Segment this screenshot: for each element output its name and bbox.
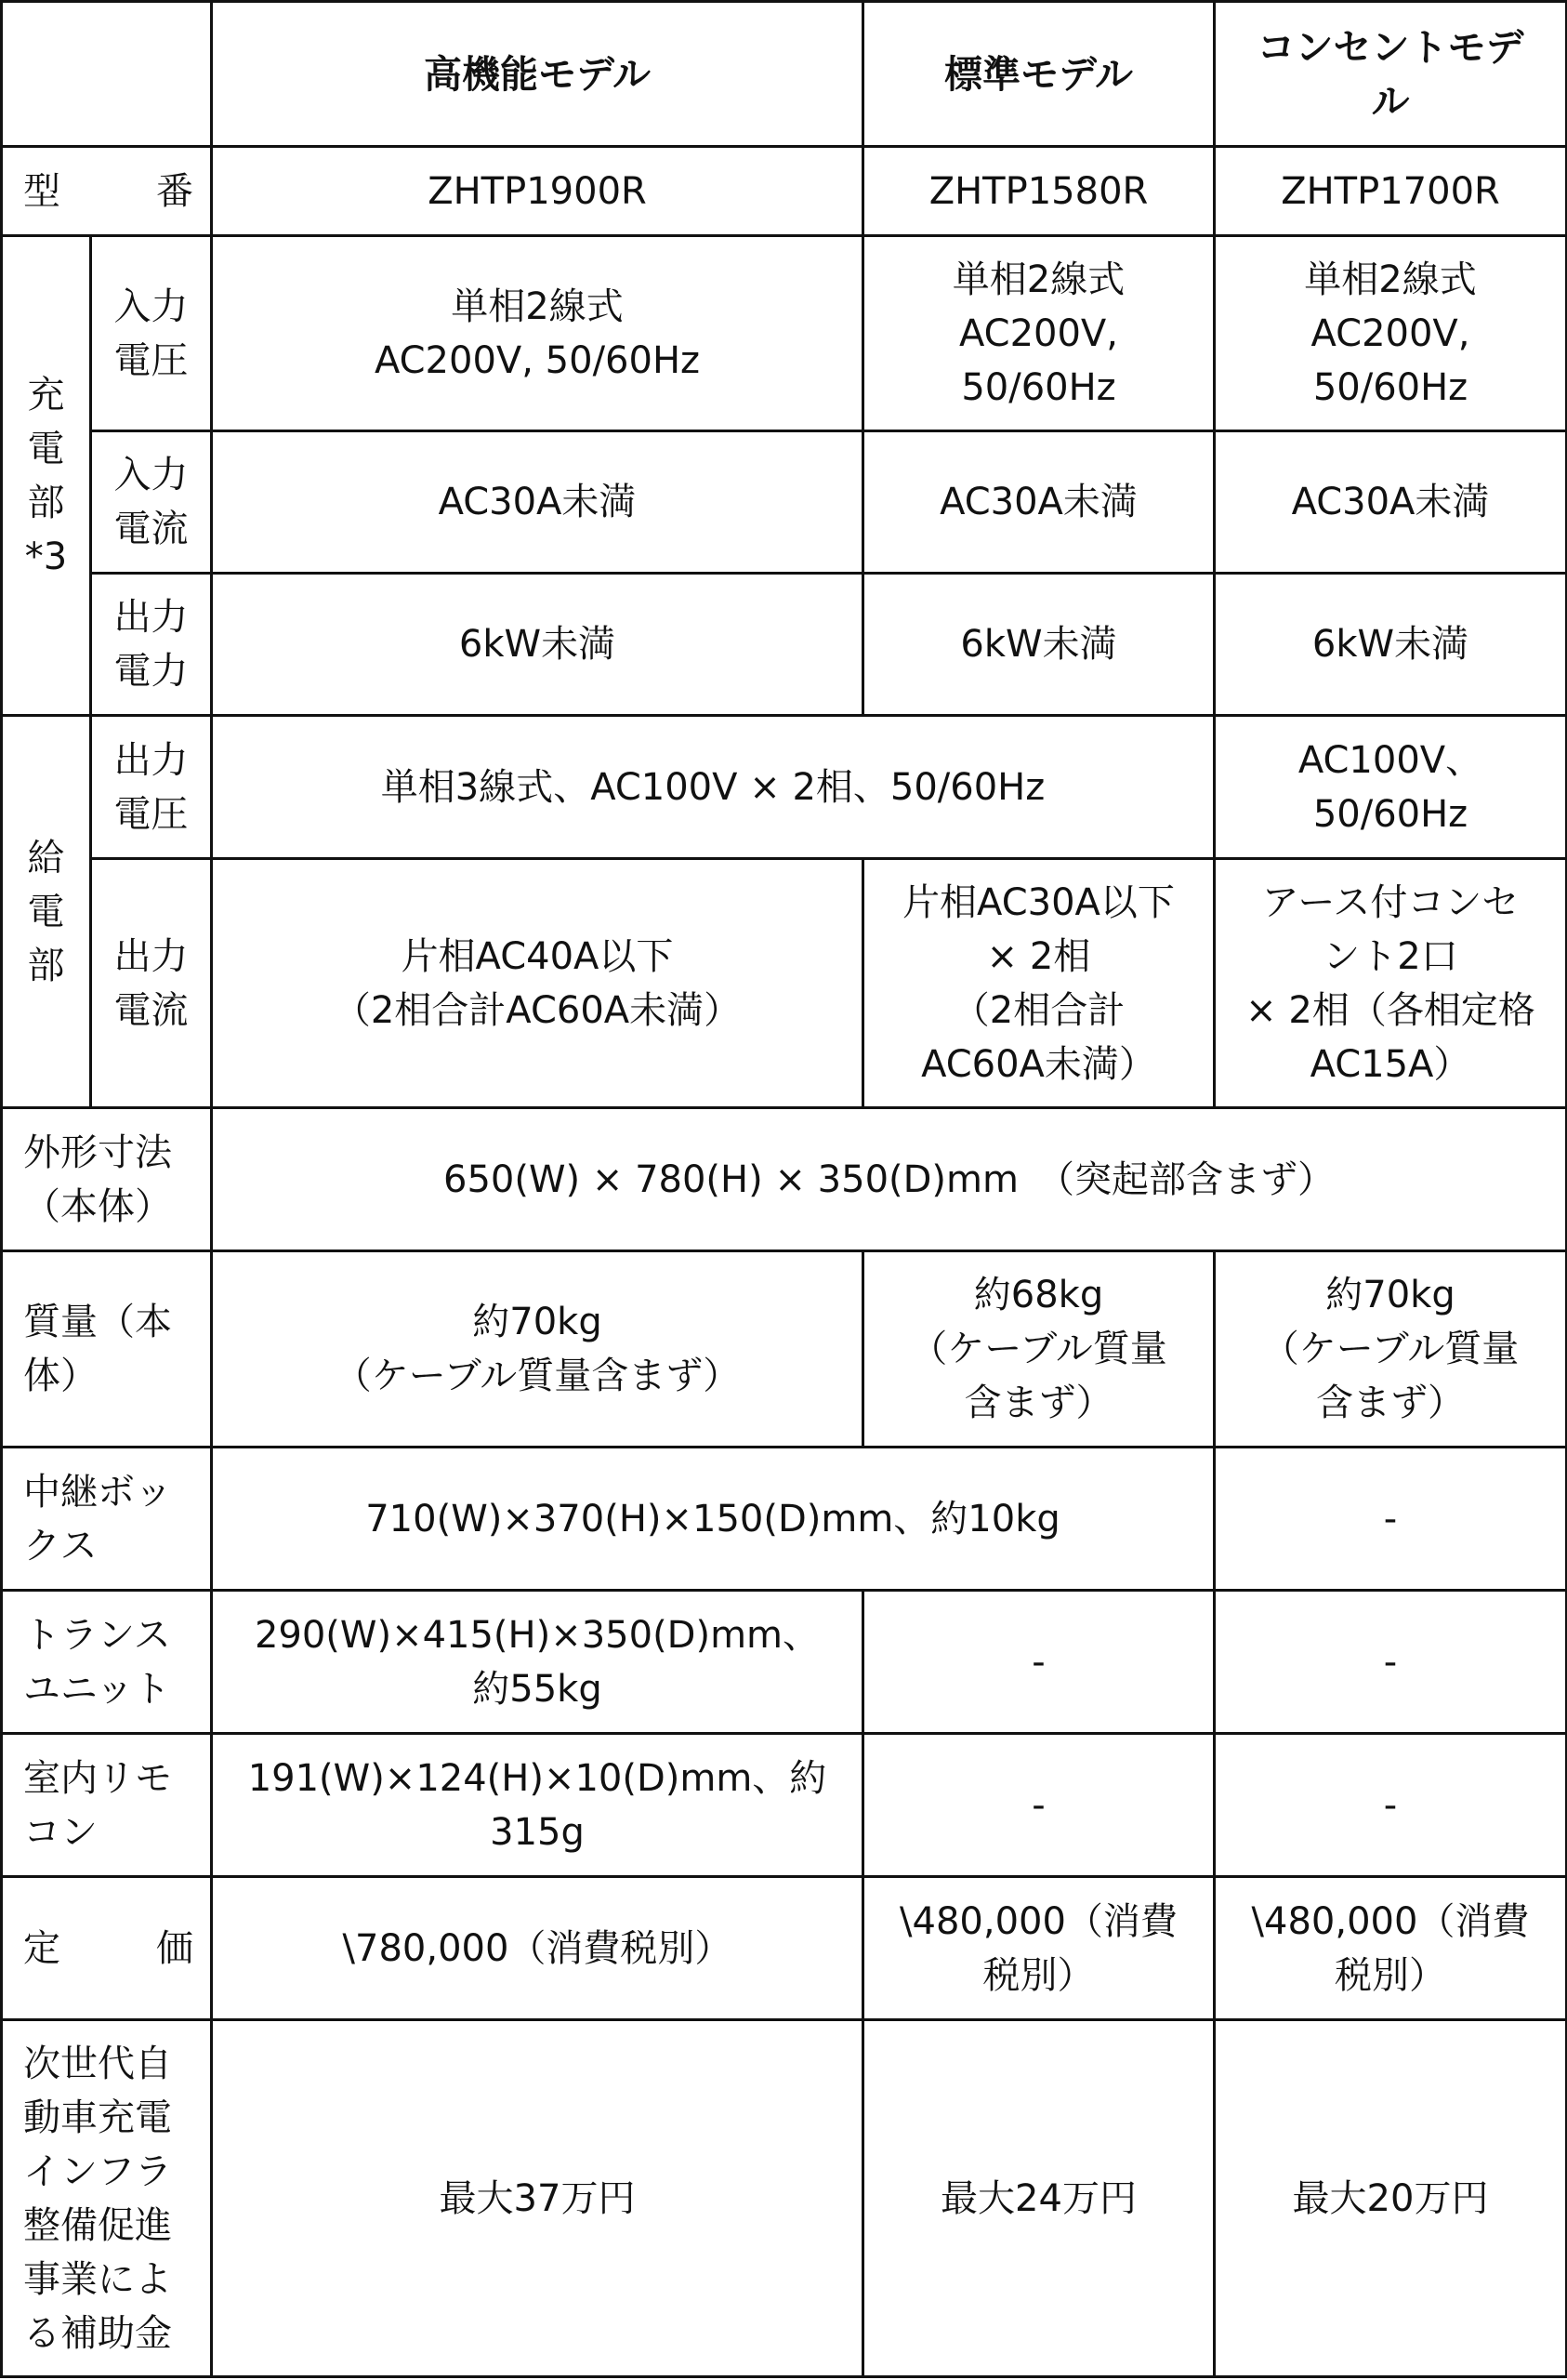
row-output-current xyxy=(2,859,1567,1108)
row-input-voltage xyxy=(2,236,1567,431)
cell-relay-box-outlet: - xyxy=(1215,1448,1567,1591)
row-transformer-unit xyxy=(2,1591,1567,1734)
cell-input-voltage-std: 単相2線式 AC200V, 50/60Hz xyxy=(863,236,1215,431)
cell-output-current-std: 片相AC30A以下 × 2相 （2相合計 AC60A未満） xyxy=(863,859,1215,1108)
label-relay-box: 中継ボッ クス xyxy=(2,1448,212,1591)
label-output-power: 出力 電力 xyxy=(91,574,212,716)
cell-model-outlet: ZHTP1700R xyxy=(1215,147,1567,236)
row-relay-box xyxy=(2,1448,1567,1591)
cell-price-std: \480,000（消費 税別） xyxy=(863,1877,1215,2020)
header-outlet-model: コンセントモデ ル xyxy=(1215,2,1567,147)
cell-weight-high: 約70kg （ケーブル質量含まず） xyxy=(212,1251,863,1448)
row-subsidy xyxy=(2,2020,1567,2377)
label-weight: 質量（本 体） xyxy=(2,1251,212,1448)
cell-input-current-std: AC30A未満 xyxy=(863,431,1215,574)
row-output-power xyxy=(2,574,1567,716)
label-list-price: 定 価 xyxy=(2,1877,212,2020)
cell-weight-outlet: 約70kg （ケーブル質量 含まず） xyxy=(1215,1251,1567,1448)
row-input-current xyxy=(2,431,1567,574)
row-output-voltage xyxy=(2,716,1567,859)
cell-output-current-high: 片相AC40A以下 （2相合計AC60A未満） xyxy=(212,859,863,1108)
cell-subsidy-outlet: 最大20万円 xyxy=(1215,2020,1567,2377)
header-high-function-model: 高機能モデル xyxy=(212,2,863,147)
cell-price-high: \780,000（消費税別） xyxy=(212,1877,863,2020)
cell-price-outlet: \480,000（消費 税別） xyxy=(1215,1877,1567,2020)
cell-output-voltage-outlet: AC100V、 50/60Hz xyxy=(1215,716,1567,859)
label-output-current: 出力 電流 xyxy=(91,859,212,1108)
cell-output-current-outlet: アース付コンセ ント2口 × 2相（各相定格 AC15A） xyxy=(1215,859,1567,1108)
row-dimensions xyxy=(2,1108,1567,1251)
cell-output-voltage-high-std: 単相3線式、AC100V × 2相、50/60Hz xyxy=(212,716,1215,859)
label-input-current: 入力 電流 xyxy=(91,431,212,574)
label-indoor-remote: 室内リモ コン xyxy=(2,1734,212,1877)
label-dimensions: 外形寸法 （本体） xyxy=(2,1108,212,1251)
row-weight xyxy=(2,1251,1567,1448)
cell-input-current-outlet: AC30A未満 xyxy=(1215,431,1567,574)
label-subsidy: 次世代自 動車充電 インフラ 整備促進 事業によ る補助金 xyxy=(2,2020,212,2377)
cell-relay-box-high-std: 710(W)×370(H)×150(D)mm、約10kg xyxy=(212,1448,1215,1591)
cell-subsidy-std: 最大24万円 xyxy=(863,2020,1215,2377)
cell-remote-outlet: - xyxy=(1215,1734,1567,1877)
group-charging-section: 充 電 部 *3 xyxy=(2,236,91,716)
group-supply-section: 給 電 部 xyxy=(2,716,91,1108)
row-indoor-remote xyxy=(2,1734,1567,1877)
cell-output-power-outlet: 6kW未満 xyxy=(1215,574,1567,716)
cell-input-current-high: AC30A未満 xyxy=(212,431,863,574)
cell-transformer-outlet: - xyxy=(1215,1591,1567,1734)
row-list-price xyxy=(2,1877,1567,2020)
label-input-voltage: 入力 電圧 xyxy=(91,236,212,431)
cell-dimensions-all: 650(W) × 780(H) × 350(D)mm （突起部含まず） xyxy=(212,1108,1567,1251)
header-standard-model: 標準モデル xyxy=(863,2,1215,147)
cell-transformer-std: - xyxy=(863,1591,1215,1734)
label-output-voltage: 出力 電圧 xyxy=(91,716,212,859)
cell-remote-high: 191(W)×124(H)×10(D)mm、約 315g xyxy=(212,1734,863,1877)
label-transformer-unit: トランス ユニット xyxy=(2,1591,212,1734)
cell-transformer-high: 290(W)×415(H)×350(D)mm、 約55kg xyxy=(212,1591,863,1734)
row-model-number xyxy=(2,147,1567,236)
cell-weight-std: 約68kg （ケーブル質量 含まず） xyxy=(863,1251,1215,1448)
cell-output-power-std: 6kW未満 xyxy=(863,574,1215,716)
cell-input-voltage-high: 単相2線式 AC200V, 50/60Hz xyxy=(212,236,863,431)
header-row xyxy=(2,2,1567,147)
cell-remote-std: - xyxy=(863,1734,1215,1877)
cell-model-high: ZHTP1900R xyxy=(212,147,863,236)
header-corner-cell xyxy=(2,2,212,147)
cell-input-voltage-outlet: 単相2線式 AC200V, 50/60Hz xyxy=(1215,236,1567,431)
cell-model-std: ZHTP1580R xyxy=(863,147,1215,236)
cell-output-power-high: 6kW未満 xyxy=(212,574,863,716)
label-model-number: 型 番 xyxy=(2,147,212,236)
cell-subsidy-high: 最大37万円 xyxy=(212,2020,863,2377)
